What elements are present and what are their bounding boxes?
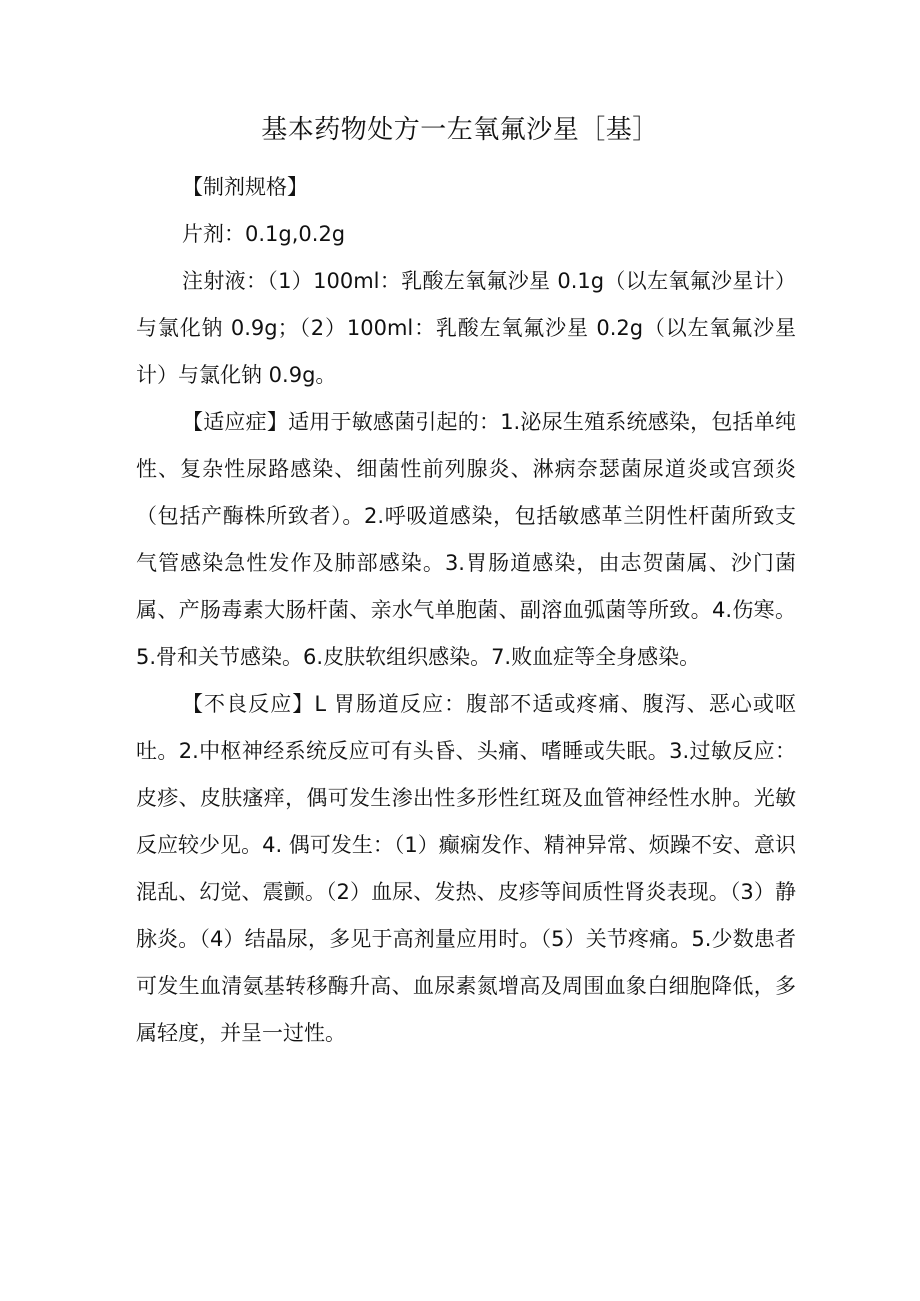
- injection-spec: 注射液：（1）100ml：乳酸左氧氟沙星 0.1g（以左氧氟沙星计）与氯化钠 0.9g；（2）100ml：乳酸左氧氟沙星 0.2g（以左氧氟沙星计）与氯化钠 0.9g。: [136, 269, 796, 387]
- spec-heading: 【制剂规格】: [182, 175, 308, 199]
- indications-paragraph: 【适应症】适用于敏感菌引起的：1.泌尿生殖系统感染，包括单纯性、复杂性尿路感染、细菌性前列腺炎、淋病奈瑟菌尿道炎或宫颈炎（包括产酶株所致者）。2.呼吸道感染，包括敏感革兰阴性杆菌所致支气管感染急性发作及肺部感染。3.胃肠道感染，由志贺菌属、沙门菌属、产肠毒素大肠杆菌、亲水气单胞菌、副溶血弧菌等所致。4.伤寒。5.骨和关节感染。6.皮肤软组织感染。7.败血症等全身感染。: [136, 410, 796, 669]
- adverse-reactions-paragraph: 【不良反应】L 胃肠道反应：腹部不适或疼痛、腹泻、恶心或呕吐。2.中枢神经系统反应可有头昏、头痛、嗜睡或失眠。3.过敏反应：皮疹、皮肤瘙痒，偶可发生渗出性多形性红斑及血管神经性水肿。光敏反应较少见。4. 偶可发生：（1）癫痫发作、精神异常、烦躁不安、意识混乱、幻觉、震颤。（2）血尿、发热、皮疹等间质性肾炎表现。（3）静脉炎。（4）结晶尿，多见于高剂量应用时。（5）关节疼痛。5.少数患者可发生血清氨基转移酶升高、血尿素氮增高及周围血象白细胞降低，多属轻度，并呈一过性。: [136, 692, 796, 1045]
- document-title: 基本药物处方一左氧氟沙星［基］: [261, 115, 659, 145]
- document-body: [136, 164, 796, 1057]
- tablet-spec: 片剂：0.1g,0.2g: [182, 222, 346, 246]
